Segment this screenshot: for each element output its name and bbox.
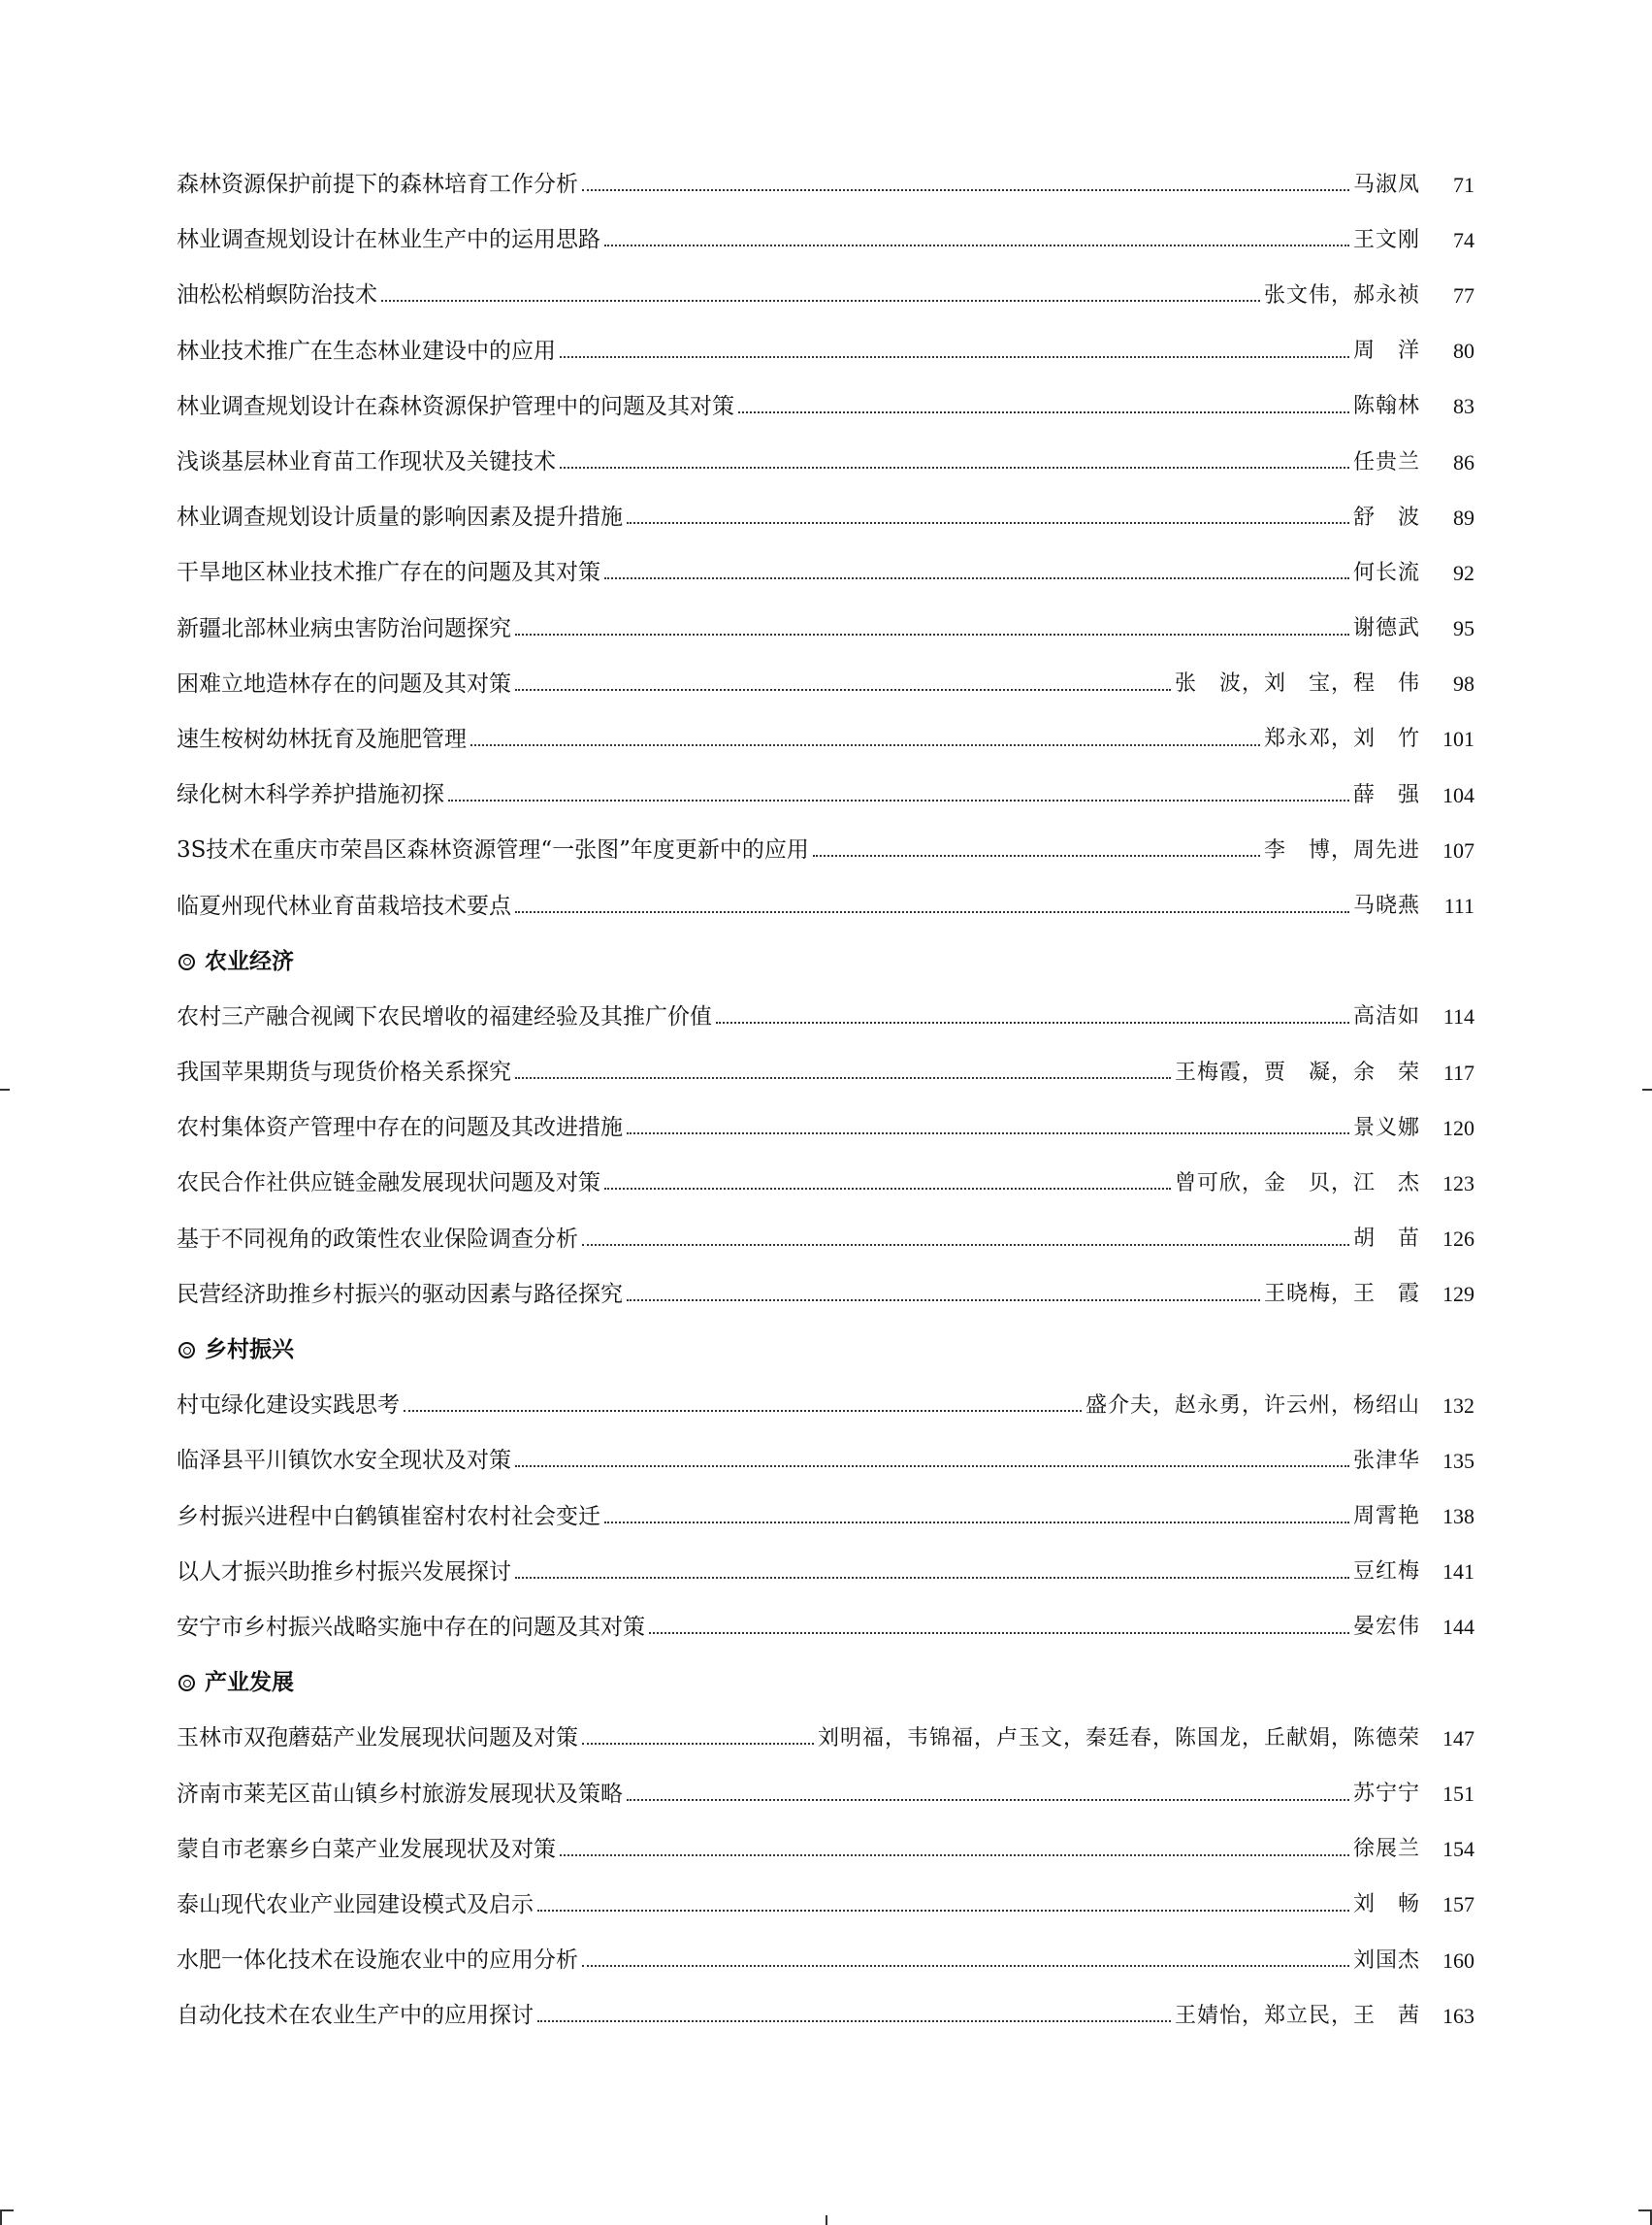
dot-leader — [627, 507, 1349, 529]
page-number[interactable]: 157 — [1442, 1892, 1474, 1917]
article-authors: 王文刚 — [1352, 227, 1420, 252]
dot-leader — [515, 673, 1171, 696]
dot-leader — [560, 1839, 1349, 1861]
section-heading — [177, 1655, 1474, 1711]
toc-entry[interactable] — [177, 878, 1474, 933]
dot-leader — [604, 562, 1349, 584]
article-title[interactable]: 浅谈基层林业育苗工作现状及关键技术 — [177, 449, 556, 475]
page-number[interactable]: 86 — [1453, 449, 1474, 474]
section-heading — [177, 1323, 1474, 1378]
article-authors: 刘 畅 — [1352, 1892, 1420, 1917]
toc-entry[interactable] — [177, 1878, 1474, 1933]
article-authors: 周 洋 — [1352, 339, 1420, 364]
dot-leader — [582, 1727, 814, 1750]
article-authors: 何长流 — [1352, 560, 1420, 585]
article-title[interactable]: 农村三产融合视阈下农民增收的福建经验及其推广价值 — [177, 1003, 712, 1030]
crop-mark — [0, 2211, 2, 2225]
article-title[interactable]: 村屯绿化建设实践思考 — [177, 1392, 400, 1419]
page-number[interactable]: 107 — [1442, 837, 1474, 863]
article-title[interactable]: 油松松梢螟防治技术 — [177, 282, 377, 309]
article-authors: 马淑凤 — [1352, 172, 1420, 197]
article-authors: 曾可欣，金 贝，江 杰 — [1174, 1170, 1420, 1195]
dot-leader — [604, 1506, 1349, 1528]
page-number[interactable]: 95 — [1453, 616, 1474, 641]
article-title[interactable]: 我国苹果期货与现货价格关系探究 — [177, 1060, 511, 1086]
article-title[interactable]: 临夏州现代林业育苗栽培技术要点 — [177, 893, 511, 919]
dot-leader — [560, 341, 1349, 363]
article-authors: 任贵兰 — [1352, 449, 1420, 474]
double-circle-icon — [178, 954, 195, 970]
article-title[interactable]: 以人才振兴助推乡村振兴发展探讨 — [177, 1558, 511, 1585]
article-title[interactable]: 森林资源保护前提下的森林培育工作分析 — [177, 172, 578, 198]
section-title: 农业经济 — [205, 948, 294, 974]
page-number[interactable]: 77 — [1453, 282, 1474, 308]
dot-leader — [649, 1617, 1349, 1639]
article-title[interactable]: 临泽县平川镇饮水安全现状及对策 — [177, 1448, 511, 1474]
table-of-contents — [177, 157, 1474, 2044]
article-authors: 张津华 — [1352, 1448, 1420, 1473]
page-number[interactable]: 147 — [1442, 1725, 1474, 1751]
article-authors: 王梅霞，贾 凝，余 荣 — [1174, 1060, 1420, 1085]
page-number[interactable]: 129 — [1442, 1282, 1474, 1307]
dot-leader — [515, 1062, 1171, 1084]
page-number[interactable]: 104 — [1442, 782, 1474, 807]
page-number[interactable]: 160 — [1442, 1947, 1474, 1973]
toc-entry[interactable] — [177, 1711, 1474, 1766]
toc-entry[interactable] — [177, 1156, 1474, 1211]
page-number[interactable]: 117 — [1442, 1060, 1474, 1085]
toc-entry[interactable] — [177, 1045, 1474, 1100]
toc-entry[interactable] — [177, 1378, 1474, 1433]
article-authors: 盛介夫，赵永勇，许云州，杨绍山 — [1085, 1392, 1420, 1418]
article-title[interactable]: 蒙自市老寨乡白菜产业发展现状及对策 — [177, 1836, 556, 1862]
page-number[interactable]: 101 — [1442, 727, 1474, 752]
page-number[interactable]: 80 — [1453, 339, 1474, 364]
dot-leader — [716, 1006, 1349, 1029]
toc-entry[interactable] — [177, 1433, 1474, 1489]
toc-entry[interactable] — [177, 990, 1474, 1045]
article-authors: 舒 波 — [1352, 505, 1420, 530]
dot-leader — [627, 1783, 1349, 1806]
toc-entry[interactable] — [177, 379, 1474, 435]
toc-entry[interactable] — [177, 1766, 1474, 1821]
page-number[interactable]: 138 — [1442, 1504, 1474, 1529]
article-title[interactable]: 安宁市乡村振兴战略实施中存在的问题及其对策 — [177, 1614, 645, 1640]
article-authors: 景义娜 — [1352, 1115, 1420, 1140]
page-number[interactable]: 83 — [1453, 394, 1474, 419]
article-title[interactable]: 民营经济助推乡村振兴的驱动因素与路径探究 — [177, 1281, 623, 1307]
dot-leader — [604, 1172, 1171, 1194]
toc-entry[interactable] — [177, 324, 1474, 379]
section-heading — [177, 934, 1474, 990]
article-title[interactable]: 干旱地区林业技术推广存在的问题及其对策 — [177, 560, 600, 586]
toc-entry[interactable] — [177, 490, 1474, 545]
article-title[interactable]: 林业调查规划设计在林业生产中的运用思路 — [177, 227, 600, 253]
toc-entry[interactable] — [177, 1822, 1474, 1878]
dot-leader — [381, 284, 1260, 307]
crop-mark — [1642, 1089, 1652, 1091]
page-number[interactable]: 126 — [1442, 1227, 1474, 1252]
dot-leader — [515, 1561, 1349, 1584]
article-title[interactable]: 玉林市双孢蘑菇产业发展现状问题及对策 — [177, 1725, 578, 1751]
dot-leader — [515, 896, 1349, 918]
article-title[interactable]: 农村集体资产管理中存在的问题及其改进措施 — [177, 1115, 623, 1141]
toc-entry[interactable] — [177, 1933, 1474, 1988]
toc-entry[interactable] — [177, 823, 1474, 878]
article-authors: 豆红梅 — [1352, 1559, 1420, 1585]
article-title[interactable]: 乡村振兴进程中白鹤镇崔窑村农村社会变迁 — [177, 1503, 600, 1529]
article-title[interactable]: 水肥一体化技术在设施农业中的应用分析 — [177, 1947, 578, 1974]
article-authors: 马晓燕 — [1352, 894, 1420, 919]
article-title[interactable]: 新疆北部林业病虫害防治问题探究 — [177, 615, 511, 641]
page-number[interactable]: 89 — [1453, 505, 1474, 530]
dot-leader — [537, 2005, 1171, 2027]
article-authors: 周霄艳 — [1352, 1504, 1420, 1529]
toc-entry[interactable] — [177, 268, 1474, 323]
article-authors: 胡 苗 — [1352, 1227, 1420, 1252]
crop-mark — [0, 1089, 10, 1091]
article-authors: 薛 强 — [1352, 782, 1420, 807]
toc-entry[interactable] — [177, 657, 1474, 712]
page-number[interactable]: 71 — [1453, 172, 1474, 197]
page-number[interactable]: 92 — [1453, 560, 1474, 585]
article-authors: 张 波，刘 宝，程 伟 — [1174, 671, 1420, 697]
article-title[interactable]: 林业调查规划设计质量的影响因素及提升措施 — [177, 505, 623, 531]
article-authors: 谢德武 — [1352, 616, 1420, 641]
page-number[interactable]: 135 — [1442, 1448, 1474, 1473]
article-authors: 陈翰林 — [1352, 394, 1420, 419]
page-number[interactable]: 111 — [1443, 894, 1474, 919]
toc-entry[interactable] — [177, 1267, 1474, 1323]
double-circle-icon — [178, 1342, 195, 1358]
article-authors: 徐展兰 — [1352, 1837, 1420, 1862]
article-authors: 刘国杰 — [1352, 1947, 1420, 1973]
dot-leader — [582, 174, 1349, 196]
dot-leader — [470, 729, 1260, 751]
article-authors: 高洁如 — [1352, 1004, 1420, 1030]
toc-entry[interactable] — [177, 157, 1474, 213]
toc-entry[interactable] — [177, 712, 1474, 768]
toc-entry[interactable] — [177, 213, 1474, 268]
article-authors: 晏宏伟 — [1352, 1615, 1420, 1640]
toc-entry[interactable] — [177, 768, 1474, 823]
page-number[interactable]: 163 — [1442, 2003, 1474, 2028]
dot-leader — [515, 1450, 1349, 1472]
toc-entry[interactable] — [177, 602, 1474, 657]
article-authors: 王晓梅，王 霞 — [1263, 1282, 1420, 1307]
page-number[interactable]: 144 — [1442, 1615, 1474, 1640]
dot-leader — [627, 1117, 1349, 1139]
page-number[interactable]: 123 — [1442, 1170, 1474, 1195]
article-title[interactable]: 农民合作社供应链金融发展现状问题及对策 — [177, 1170, 600, 1196]
article-title[interactable]: 济南市莱芜区苗山镇乡村旅游发展现状及策略 — [177, 1781, 623, 1807]
article-title[interactable]: 泰山现代农业产业园建设模式及启示 — [177, 1891, 534, 1917]
toc-entry[interactable] — [177, 1100, 1474, 1156]
article-title[interactable]: 自动化技术在农业生产中的应用探讨 — [177, 2003, 534, 2029]
article-title[interactable]: 速生桉树幼林抚育及施肥管理 — [177, 726, 467, 752]
toc-entry[interactable] — [177, 1545, 1474, 1600]
toc-entry[interactable] — [177, 1988, 1474, 2044]
article-authors: 郑永邓，刘 竹 — [1263, 727, 1420, 752]
page-number[interactable]: 74 — [1453, 227, 1474, 252]
dot-leader — [515, 618, 1349, 640]
article-title[interactable]: 困难立地造林存在的问题及其对策 — [177, 671, 511, 697]
crop-mark — [0, 2209, 14, 2211]
dot-leader — [448, 784, 1349, 806]
dot-leader — [560, 451, 1349, 474]
page-number[interactable]: 141 — [1442, 1559, 1474, 1585]
toc-entry[interactable] — [177, 1600, 1474, 1655]
crop-mark — [826, 2215, 827, 2225]
dot-leader — [582, 1949, 1349, 1972]
page-number[interactable]: 151 — [1442, 1782, 1474, 1807]
article-authors: 苏宁宁 — [1352, 1782, 1420, 1807]
dot-leader — [627, 1284, 1260, 1306]
double-circle-icon — [178, 1675, 195, 1691]
article-title[interactable]: 林业技术推广在生态林业建设中的应用 — [177, 338, 556, 364]
page-number[interactable]: 114 — [1442, 1004, 1474, 1030]
dot-leader — [537, 1894, 1349, 1916]
page-number[interactable]: 98 — [1453, 671, 1474, 697]
article-title[interactable]: 基于不同视角的政策性农业保险调查分析 — [177, 1226, 578, 1252]
article-authors: 刘明福，韦锦福，卢玉文，秦廷春，陈国龙，丘献娟，陈德荣 — [817, 1725, 1420, 1751]
article-authors: 李 博，周先进 — [1263, 837, 1420, 863]
page-number[interactable]: 132 — [1442, 1392, 1474, 1418]
page-number[interactable]: 154 — [1442, 1837, 1474, 1862]
section-title: 乡村振兴 — [205, 1337, 294, 1363]
section-title: 产业发展 — [205, 1670, 294, 1696]
dot-leader — [404, 1394, 1082, 1417]
page-number[interactable]: 120 — [1442, 1115, 1474, 1140]
toc-entry[interactable] — [177, 545, 1474, 601]
dot-leader — [604, 229, 1349, 251]
article-authors: 王婧怡，郑立民，王 茜 — [1174, 2003, 1420, 2028]
toc-entry[interactable] — [177, 1212, 1474, 1267]
dot-leader — [738, 396, 1349, 418]
dot-leader — [813, 839, 1260, 862]
article-title[interactable]: 绿化树木科学养护措施初探 — [177, 782, 444, 808]
dot-leader — [582, 1228, 1349, 1251]
toc-entry[interactable] — [177, 1489, 1474, 1545]
toc-entry[interactable] — [177, 435, 1474, 490]
article-title[interactable]: 林业调查规划设计在森林资源保护管理中的问题及其对策 — [177, 393, 734, 419]
article-title[interactable]: 3S技术在重庆市荣昌区森林资源管理“一张图”年度更新中的应用 — [177, 837, 809, 864]
article-authors: 张文伟，郝永祯 — [1263, 282, 1420, 308]
